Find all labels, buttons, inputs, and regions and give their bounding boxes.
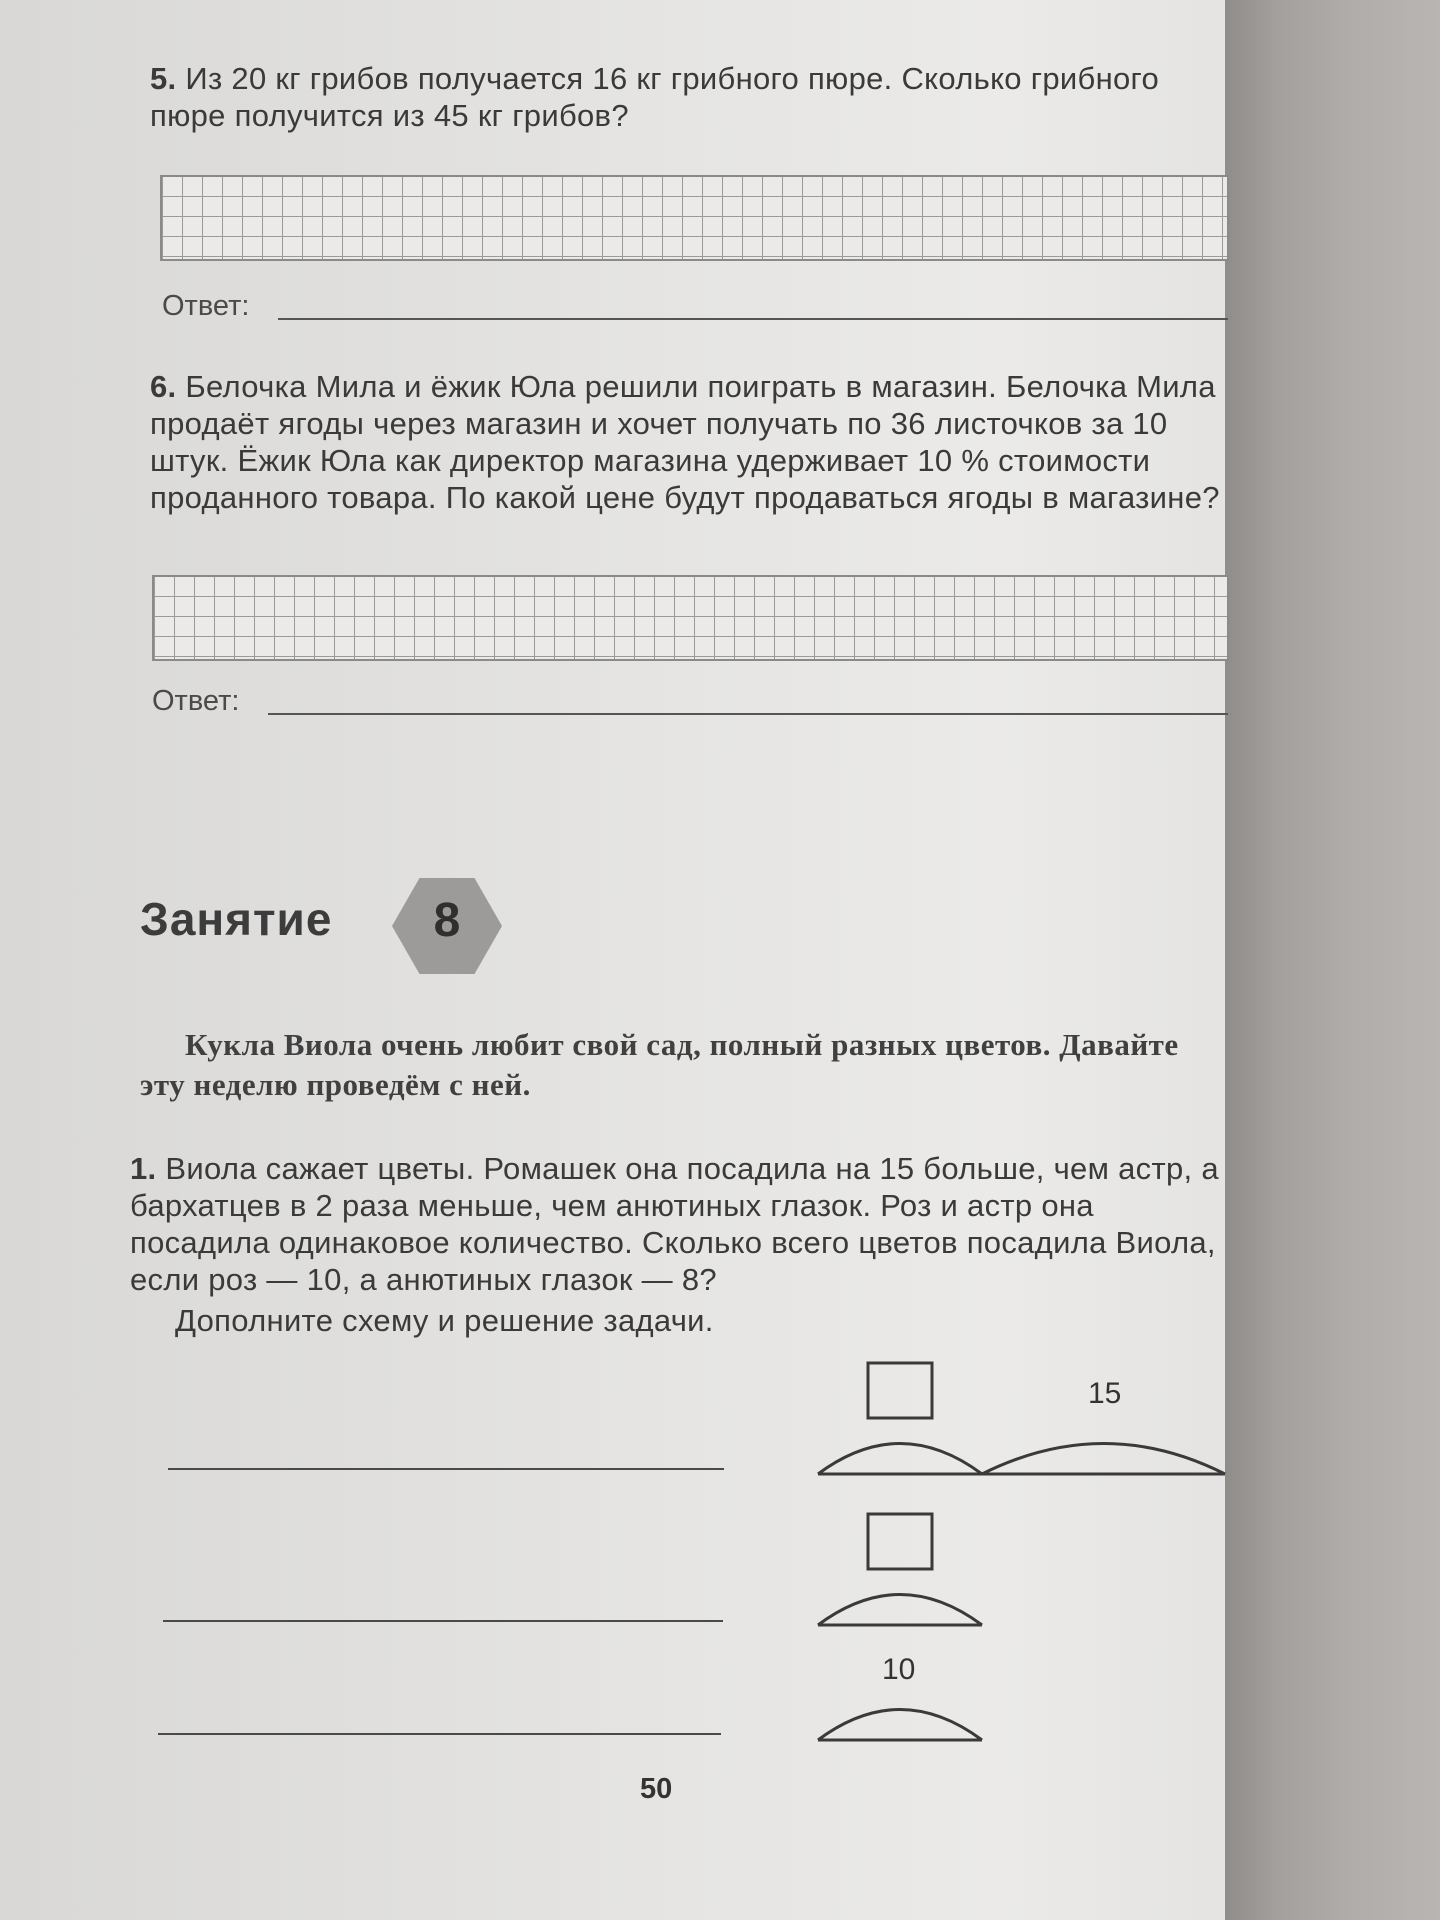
segment-arc-roses — [818, 1710, 982, 1741]
lesson-number: 8 — [433, 894, 461, 947]
task-5-answer-label: Ответ: — [162, 290, 250, 322]
answer-box-top[interactable] — [868, 1363, 932, 1418]
scheme-label-10: 10 — [882, 1653, 916, 1686]
segment-arc-middle — [818, 1595, 982, 1626]
task-6-text: Белочка Мила и ёжик Юла решили поиграть в магазин. Белочка Мила продаёт ягоды через магазин и хочет получать по 36 листочков за 10 штук. Ёжик Юла как директор магазина удерживает 10 % стоимости проданного товара. По какой цене будут продаваться ягоды в магазине? — [150, 369, 1220, 515]
answer-box-middle[interactable] — [868, 1514, 932, 1569]
task-5-number: 5. — [150, 61, 177, 96]
task-1-text: Виола сажает цветы. Ромашек она посадила на 15 больше, чем астр, а бархатцев в 2 раза меньше, чем анютиных глазок. Роз и астр она посадила одинаковое количество. Сколько всего цветов посадила Виола, если роз — 10, а анютиных глазок — 8? — [130, 1151, 1219, 1297]
lesson-intro: Кукла Виола очень любит свой сад, полный разных цветов. Давайте эту неделю проведём с ней. — [140, 1027, 1179, 1102]
write-line-3[interactable] — [158, 1733, 721, 1735]
write-line-1[interactable] — [168, 1468, 724, 1470]
task-5-text: Из 20 кг грибов получается 16 кг грибного пюре. Сколько грибного пюре получится из 45 кг грибов? — [150, 61, 1159, 133]
segment-arc-asters — [818, 1444, 982, 1475]
task-6-answer-label: Ответ: — [152, 685, 240, 717]
task-1-number: 1. — [130, 1151, 157, 1186]
page-shadow — [1225, 0, 1440, 1920]
lesson-title: Занятие — [140, 893, 333, 945]
task-1-instruction: Дополните схему и решение задачи. — [175, 1303, 714, 1338]
segment-arc-plus-15 — [982, 1444, 1225, 1475]
scheme-label-15: 15 — [1088, 1377, 1122, 1410]
write-line-2[interactable] — [163, 1620, 723, 1622]
task-6-number: 6. — [150, 369, 177, 404]
page-number: 50 — [640, 1773, 673, 1805]
